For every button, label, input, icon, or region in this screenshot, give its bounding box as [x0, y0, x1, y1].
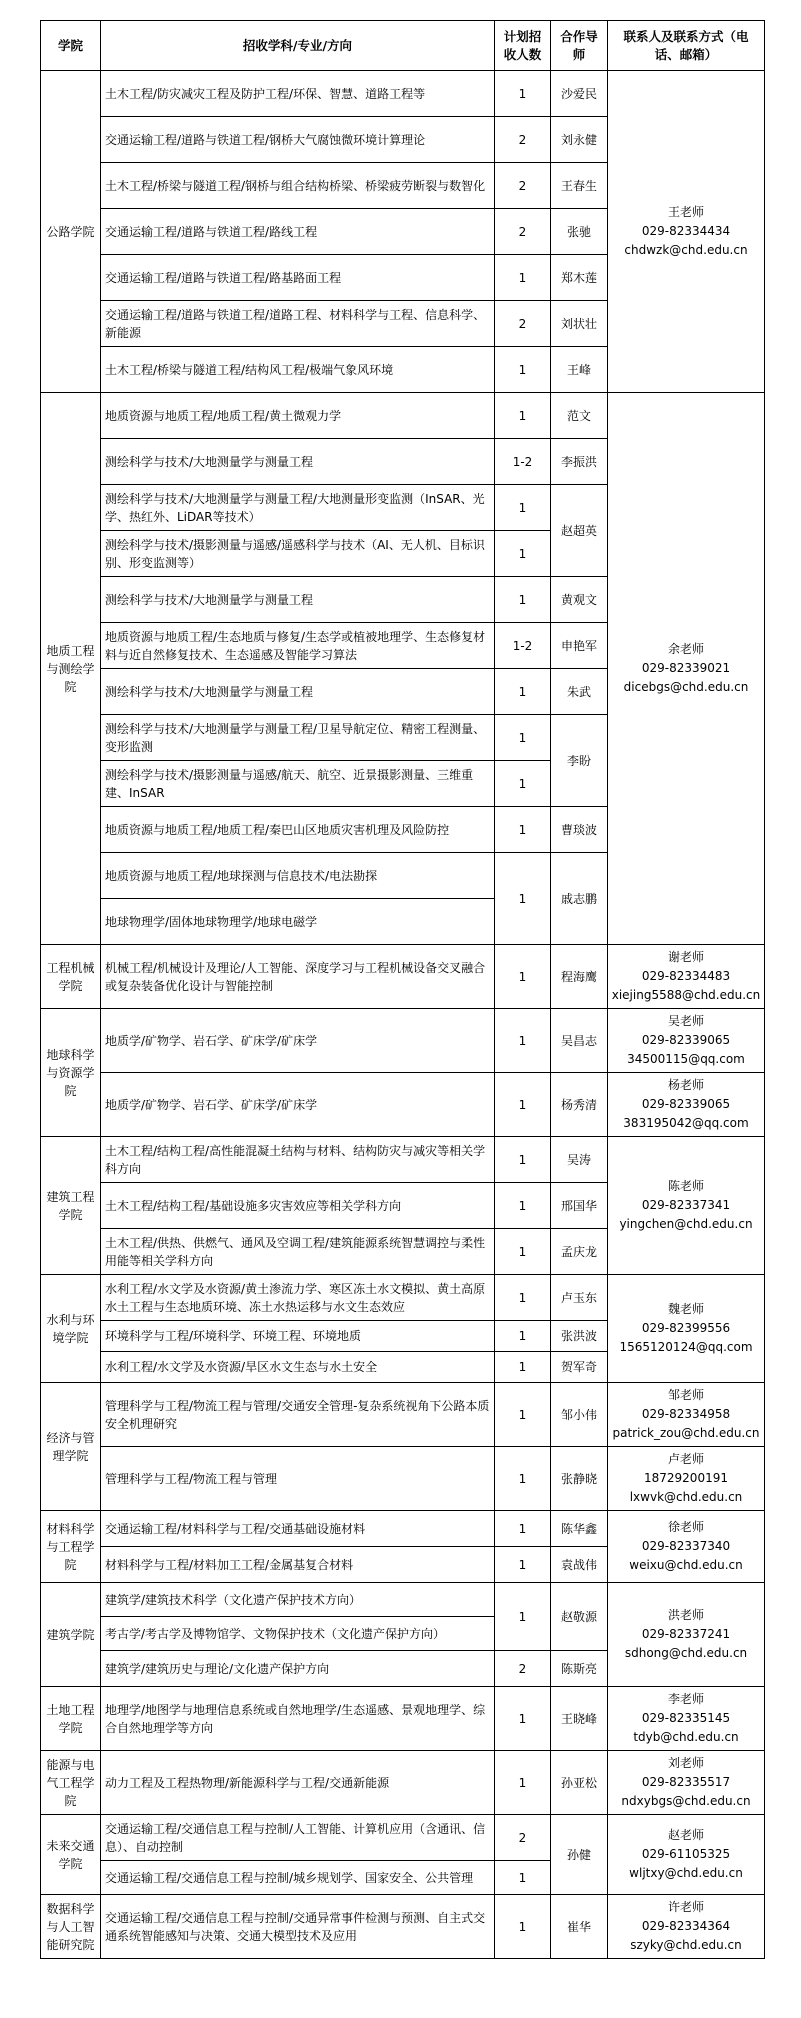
major-cell: 水利工程/水文学及水资源/黄土渗流力学、寒区冻土水文模拟、黄土高原水土工程与生态地质环境、冻土水热运移与水文生态效应 [101, 1275, 495, 1321]
advisor-cell: 刘永健 [551, 117, 608, 163]
quota-cell: 1 [495, 577, 551, 623]
quota-cell: 1 [495, 1229, 551, 1275]
contact-name: 邹老师 [667, 1388, 704, 1402]
quota-cell: 2 [495, 117, 551, 163]
quota-cell: 1 [495, 1751, 551, 1815]
contact-cell [608, 1751, 765, 1815]
quota-cell: 1 [495, 1137, 551, 1183]
major-cell: 地质学/矿物学、岩石学、矿床学/矿床学 [101, 1073, 495, 1137]
advisor-cell: 卢玉东 [551, 1275, 608, 1321]
contact-phone: 029-82334434 [641, 224, 731, 238]
advisor-cell: 邹小伟 [551, 1383, 608, 1447]
major-cell: 地质资源与地质工程/地球探测与信息技术/电法勘探 [101, 853, 495, 899]
contact-phone: 029-82337340 [641, 1539, 731, 1553]
header-row [41, 21, 765, 71]
quota-cell: 1 [495, 1583, 551, 1651]
table-row [41, 71, 765, 117]
contact-email: ndxybgs@chd.edu.cn [621, 1794, 751, 1808]
advisor-cell: 沙爱民 [551, 71, 608, 117]
table-row [41, 1751, 765, 1815]
quota-cell: 1 [495, 1861, 551, 1895]
advisor-cell: 王峰 [551, 347, 608, 393]
quota-cell: 2 [495, 301, 551, 347]
contact-name: 谢老师 [667, 950, 704, 964]
contact-cell [608, 1009, 765, 1073]
major-cell: 交通运输工程/道路与铁道工程/路基路面工程 [101, 255, 495, 301]
advisor-cell: 赵超英 [551, 485, 608, 577]
advisor-cell: 贺军奇 [551, 1352, 608, 1383]
contact-cell [608, 393, 765, 945]
quota-cell: 1-2 [495, 439, 551, 485]
contact-name: 李老师 [667, 1692, 704, 1706]
advisor-cell: 刘状壮 [551, 301, 608, 347]
contact-email: xiejing5588@chd.edu.cn [611, 988, 761, 1002]
major-cell: 土木工程/结构工程/基础设施多灾害效应等相关学科方向 [101, 1183, 495, 1229]
major-cell: 建筑学/建筑技术科学（文化遗产保护技术方向） [101, 1583, 495, 1617]
table-row [41, 1583, 765, 1617]
major-cell: 土木工程/桥梁与隧道工程/结构风工程/极端气象风环境 [101, 347, 495, 393]
contact-cell [608, 1815, 765, 1895]
major-cell: 测绘科学与技术/摄影测量与遥感/遥感科学与技术（AI、无人机、目标识别、形变监测等） [101, 531, 495, 577]
advisor-cell: 吴昌志 [551, 1009, 608, 1073]
contact-phone: 029-82337241 [641, 1627, 731, 1641]
contact-name: 余老师 [667, 642, 704, 656]
college-name: 土地工程学院 [41, 1687, 101, 1751]
quota-cell: 1-2 [495, 623, 551, 669]
major-cell: 测绘科学与技术/摄影测量与遥感/航天、航空、近景摄影测量、三维重建、InSAR [101, 761, 495, 807]
college-name: 数据科学与人工智能研究院 [41, 1895, 101, 1959]
contact-email: lxwvk@chd.edu.cn [629, 1490, 743, 1504]
major-cell: 测绘科学与技术/大地测量学与测量工程/大地测量形变监测（InSAR、光学、热红外、LiDAR等技术） [101, 485, 495, 531]
quota-cell: 1 [495, 853, 551, 945]
contact-phone: 029-61105325 [641, 1847, 731, 1861]
advisor-cell: 黄观文 [551, 577, 608, 623]
quota-cell: 1 [495, 761, 551, 807]
advisor-cell: 孙健 [551, 1815, 608, 1895]
advisor-cell: 陈华鑫 [551, 1511, 608, 1547]
advisor-cell: 孙亚松 [551, 1751, 608, 1815]
college-name: 工程机械学院 [41, 945, 101, 1009]
major-cell: 地质资源与地质工程/地质工程/黄土微观力学 [101, 393, 495, 439]
major-cell: 交通运输工程/交通信息工程与控制/城乡规划学、国家安全、公共管理 [101, 1861, 495, 1895]
advisor-cell: 王晓峰 [551, 1687, 608, 1751]
major-cell: 测绘科学与技术/大地测量学与测量工程 [101, 439, 495, 485]
contact-email: 34500115@qq.com [627, 1052, 745, 1066]
contact-cell [608, 1583, 765, 1687]
quota-cell: 1 [495, 945, 551, 1009]
contact-email: chdwzk@chd.edu.cn [624, 243, 748, 257]
quota-cell: 1 [495, 1383, 551, 1447]
contact-email: patrick_zou@chd.edu.cn [612, 1426, 760, 1440]
header-contact: 联系人及联系方式（电话、邮箱） [608, 21, 765, 71]
advisor-cell: 杨秀清 [551, 1073, 608, 1137]
major-cell: 测绘科学与技术/大地测量学与测量工程 [101, 577, 495, 623]
college-name: 水利与环境学院 [41, 1275, 101, 1383]
header-quota: 计划招收人数 [495, 21, 551, 71]
major-cell: 交通运输工程/交通信息工程与控制/人工智能、计算机应用（含通讯、信息）、自动控制 [101, 1815, 495, 1861]
contact-cell [608, 71, 765, 393]
contact-cell [608, 1383, 765, 1447]
advisor-cell: 王春生 [551, 163, 608, 209]
quota-cell: 1 [495, 485, 551, 531]
quota-cell: 1 [495, 347, 551, 393]
quota-cell: 1 [495, 1352, 551, 1383]
major-cell: 地球物理学/固体地球物理学/地球电磁学 [101, 899, 495, 945]
quota-cell: 1 [495, 807, 551, 853]
quota-cell: 1 [495, 531, 551, 577]
advisor-cell: 李盼 [551, 715, 608, 807]
contact-cell [608, 1137, 765, 1275]
contact-cell [608, 1511, 765, 1583]
major-cell: 环境科学与工程/环境科学、环境工程、环境地质 [101, 1321, 495, 1352]
header-advisor: 合作导师 [551, 21, 608, 71]
major-cell: 交通运输工程/交通信息工程与控制/交通异常事件检测与预测、自主式交通系统智能感知与决策、交通大模型技术及应用 [101, 1895, 495, 1959]
quota-cell: 1 [495, 1183, 551, 1229]
contact-phone: 029-82339065 [641, 1033, 731, 1047]
contact-cell [608, 1447, 765, 1511]
contact-cell [608, 1895, 765, 1959]
contact-cell [608, 1073, 765, 1137]
contact-name: 刘老师 [667, 1756, 704, 1770]
quota-cell: 1 [495, 393, 551, 439]
quota-cell: 1 [495, 1321, 551, 1352]
quota-cell: 1 [495, 1447, 551, 1511]
table-row [41, 1137, 765, 1183]
contact-name: 魏老师 [667, 1302, 704, 1316]
header-major: 招收学科/专业/方向 [101, 21, 495, 71]
table-row [41, 393, 765, 439]
college-name: 未来交通学院 [41, 1815, 101, 1895]
contact-name: 王老师 [667, 205, 704, 219]
quota-cell: 2 [495, 209, 551, 255]
major-cell: 管理科学与工程/物流工程与管理/交通安全管理-复杂系统视角下公路本质安全机理研究 [101, 1383, 495, 1447]
major-cell: 材料科学与工程/材料加工工程/金属基复合材料 [101, 1547, 495, 1583]
quota-cell: 1 [495, 255, 551, 301]
major-cell: 交通运输工程/道路与铁道工程/钢桥大气腐蚀微环境计算理论 [101, 117, 495, 163]
advisor-cell: 郑木莲 [551, 255, 608, 301]
major-cell: 水利工程/水文学及水资源/旱区水文生态与水土安全 [101, 1352, 495, 1383]
contact-email: wljtxy@chd.edu.cn [629, 1866, 743, 1880]
college-name: 能源与电气工程学院 [41, 1751, 101, 1815]
major-cell: 考古学/考古学及博物馆学、文物保护技术（文化遗产保护方向） [101, 1617, 495, 1651]
advisor-cell: 李振洪 [551, 439, 608, 485]
table-row [41, 1009, 765, 1073]
header-college: 学院 [41, 21, 101, 71]
contact-email: dicebgs@chd.edu.cn [623, 680, 749, 694]
quota-cell: 1 [495, 1547, 551, 1583]
college-name: 地球科学与资源学院 [41, 1009, 101, 1137]
contact-phone: 029-82334483 [641, 969, 731, 983]
quota-cell: 1 [495, 71, 551, 117]
table-row [41, 1383, 765, 1447]
quota-cell: 1 [495, 1073, 551, 1137]
college-name: 公路学院 [41, 71, 101, 393]
table-row [41, 1275, 765, 1321]
quota-cell: 2 [495, 1651, 551, 1687]
advisor-cell: 邢国华 [551, 1183, 608, 1229]
quota-cell: 1 [495, 669, 551, 715]
advisor-cell: 程海鹰 [551, 945, 608, 1009]
advisor-cell: 袁战伟 [551, 1547, 608, 1583]
contact-name: 赵老师 [667, 1828, 704, 1842]
major-cell: 交通运输工程/道路与铁道工程/路线工程 [101, 209, 495, 255]
contact-email: weixu@chd.edu.cn [629, 1558, 743, 1572]
major-cell: 地理学/地图学与地理信息系统或自然地理学/生态遥感、景观地理学、综合自然地理学等方向 [101, 1687, 495, 1751]
table-row [41, 1895, 765, 1959]
quota-cell: 1 [495, 1511, 551, 1547]
contact-email: yingchen@chd.edu.cn [619, 1217, 753, 1231]
contact-name: 洪老师 [667, 1608, 704, 1622]
table-row [41, 1447, 765, 1511]
table-row [41, 1511, 765, 1547]
table-row [41, 1073, 765, 1137]
major-cell: 土木工程/供热、供燃气、通风及空调工程/建筑能源系统智慧调控与柔性用能等相关学科方向 [101, 1229, 495, 1275]
contact-cell [608, 1687, 765, 1751]
major-cell: 地质资源与地质工程/生态地质与修复/生态学或植被地理学、生态修复材料与近自然修复技术、生态遥感及智能学习算法 [101, 623, 495, 669]
advisor-cell: 陈斯亮 [551, 1651, 608, 1687]
contact-cell [608, 945, 765, 1009]
major-cell: 土木工程/防灾减灾工程及防护工程/环保、智慧、道路工程等 [101, 71, 495, 117]
contact-phone: 18729200191 [644, 1471, 728, 1485]
major-cell: 交通运输工程/材料科学与工程/交通基础设施材料 [101, 1511, 495, 1547]
contact-phone: 029-82334958 [641, 1407, 731, 1421]
college-name: 建筑工程学院 [41, 1137, 101, 1275]
contact-email: 1565120124@qq.com [619, 1340, 753, 1354]
recruitment-table [40, 20, 765, 1959]
contact-phone: 029-82339021 [641, 661, 731, 675]
contact-name: 陈老师 [667, 1179, 704, 1193]
college-name: 建筑学院 [41, 1583, 101, 1687]
college-name: 材料科学与工程学院 [41, 1511, 101, 1583]
advisor-cell: 张洪波 [551, 1321, 608, 1352]
advisor-cell: 曹琰波 [551, 807, 608, 853]
contact-name: 徐老师 [667, 1520, 704, 1534]
contact-phone: 029-82337341 [641, 1198, 731, 1212]
contact-name: 许老师 [667, 1900, 704, 1914]
major-cell: 测绘科学与技术/大地测量学与测量工程/卫星导航定位、精密工程测量、变形监测 [101, 715, 495, 761]
major-cell: 地质资源与地质工程/地质工程/秦巴山区地质灾害机理及风险防控 [101, 807, 495, 853]
table-row [41, 1687, 765, 1751]
quota-cell: 2 [495, 1815, 551, 1861]
college-name: 地质工程与测绘学院 [41, 393, 101, 945]
major-cell: 机械工程/机械设计及理论/人工智能、深度学习与工程机械设备交叉融合或复杂装备优化设计与智能控制 [101, 945, 495, 1009]
advisor-cell: 张静晓 [551, 1447, 608, 1511]
college-name: 经济与管理学院 [41, 1383, 101, 1511]
contact-name: 吴老师 [667, 1014, 704, 1028]
contact-email: 383195042@qq.com [623, 1116, 749, 1130]
major-cell: 动力工程及工程热物理/新能源科学与工程/交通新能源 [101, 1751, 495, 1815]
contact-cell [608, 1275, 765, 1383]
table-row [41, 1815, 765, 1861]
major-cell: 管理科学与工程/物流工程与管理 [101, 1447, 495, 1511]
contact-phone: 029-82335145 [641, 1711, 731, 1725]
table-row [41, 945, 765, 1009]
quota-cell: 1 [495, 1687, 551, 1751]
contact-email: szyky@chd.edu.cn [630, 1938, 742, 1952]
advisor-cell: 赵敬源 [551, 1583, 608, 1651]
contact-phone: 029-82339065 [641, 1097, 731, 1111]
quota-cell: 2 [495, 163, 551, 209]
quota-cell: 1 [495, 1895, 551, 1959]
advisor-cell: 孟庆龙 [551, 1229, 608, 1275]
advisor-cell: 吴涛 [551, 1137, 608, 1183]
advisor-cell: 崔华 [551, 1895, 608, 1959]
advisor-cell: 戚志鹏 [551, 853, 608, 945]
contact-email: sdhong@chd.edu.cn [624, 1646, 748, 1660]
contact-phone: 029-82335517 [641, 1775, 731, 1789]
contact-email: tdyb@chd.edu.cn [633, 1730, 739, 1744]
advisor-cell: 张驰 [551, 209, 608, 255]
quota-cell: 1 [495, 1009, 551, 1073]
contact-name: 卢老师 [667, 1452, 704, 1466]
quota-cell: 1 [495, 1275, 551, 1321]
quota-cell: 1 [495, 715, 551, 761]
major-cell: 土木工程/桥梁与隧道工程/钢桥与组合结构桥梁、桥梁疲劳断裂与数智化 [101, 163, 495, 209]
advisor-cell: 朱武 [551, 669, 608, 715]
major-cell: 土木工程/结构工程/高性能混凝土结构与材料、结构防灾与减灾等相关学科方向 [101, 1137, 495, 1183]
major-cell: 交通运输工程/道路与铁道工程/道路工程、材料科学与工程、信息科学、新能源 [101, 301, 495, 347]
advisor-cell: 申艳军 [551, 623, 608, 669]
major-cell: 建筑学/建筑历史与理论/文化遗产保护方向 [101, 1651, 495, 1687]
major-cell: 测绘科学与技术/大地测量学与测量工程 [101, 669, 495, 715]
contact-name: 杨老师 [667, 1078, 704, 1092]
major-cell: 地质学/矿物学、岩石学、矿床学/矿床学 [101, 1009, 495, 1073]
contact-phone: 029-82334364 [641, 1919, 731, 1933]
advisor-cell: 范文 [551, 393, 608, 439]
contact-phone: 029-82399556 [641, 1321, 731, 1335]
